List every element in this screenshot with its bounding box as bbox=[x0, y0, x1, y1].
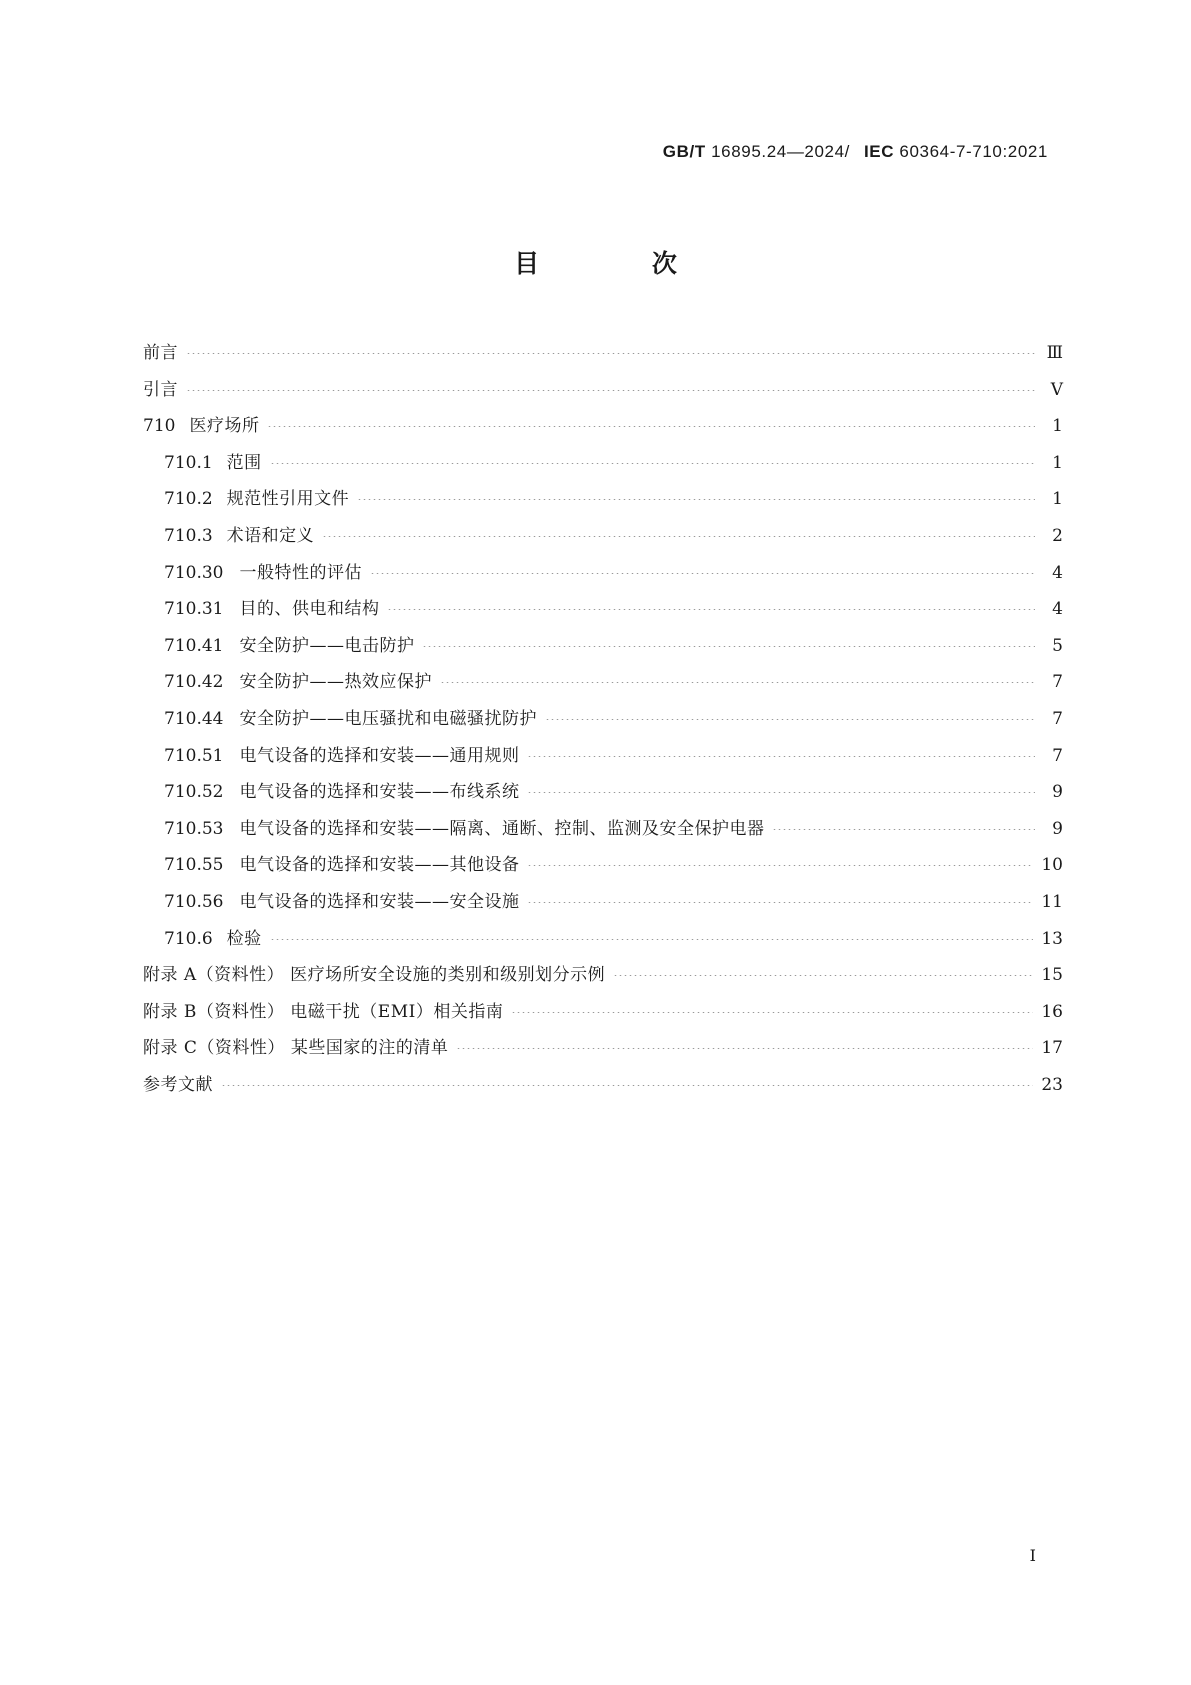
toc-page: 11 bbox=[1041, 891, 1063, 912]
toc-page: 4 bbox=[1052, 562, 1063, 583]
toc-label: 前言 bbox=[143, 343, 178, 363]
toc-entry-710-3[interactable] bbox=[143, 521, 1063, 558]
page-number: I bbox=[1029, 1546, 1036, 1565]
toc-entry-bibliography[interactable] bbox=[143, 1070, 1063, 1107]
toc-leader bbox=[456, 1048, 1033, 1049]
toc-label: 范围 bbox=[226, 452, 262, 473]
toc-page: 10 bbox=[1041, 855, 1063, 876]
toc-page: 1 bbox=[1052, 416, 1063, 437]
toc-label: 术语和定义 bbox=[226, 525, 315, 546]
toc-leader bbox=[186, 390, 1035, 391]
toc-entry-710-44[interactable] bbox=[143, 704, 1063, 741]
toc-number: 710.31 bbox=[164, 599, 224, 620]
toc-page: 9 bbox=[1052, 782, 1063, 803]
toc-entry-710-52[interactable] bbox=[143, 777, 1063, 814]
toc-leader bbox=[357, 499, 1035, 500]
toc-number: 710.56 bbox=[164, 891, 224, 912]
toc-page: 7 bbox=[1052, 672, 1063, 693]
toc-entry-710-30[interactable] bbox=[143, 558, 1063, 595]
toc-label: 电气设备的选择和安装——隔离、通断、控制、监测及安全保护电器 bbox=[239, 818, 765, 839]
toc-label: 目的、供电和结构 bbox=[239, 599, 380, 620]
toc-leader bbox=[422, 646, 1035, 647]
toc-label: 检验 bbox=[226, 928, 262, 949]
toc-page: Ⅴ bbox=[1050, 379, 1063, 400]
toc-entry-710-51[interactable] bbox=[143, 741, 1063, 778]
toc-leader bbox=[270, 463, 1035, 464]
toc-page: 13 bbox=[1041, 928, 1063, 949]
toc-leader bbox=[545, 719, 1035, 720]
toc-page: 4 bbox=[1052, 599, 1063, 620]
toc-leader bbox=[772, 829, 1035, 830]
toc-label: 附录 C（资料性） 某些国家的注的清单 bbox=[143, 1038, 449, 1059]
toc-entry-annex-c[interactable] bbox=[143, 1033, 1063, 1070]
toc-label: 电气设备的选择和安装——安全设施 bbox=[239, 891, 520, 912]
std-prefix: GB/T bbox=[662, 142, 706, 161]
toc-label: 规范性引用文件 bbox=[226, 489, 350, 510]
toc-page: 16 bbox=[1041, 1001, 1063, 1022]
toc-page: 9 bbox=[1052, 818, 1063, 839]
toc-page: 2 bbox=[1052, 525, 1063, 546]
toc-label: 一般特性的评估 bbox=[239, 562, 362, 583]
toc-leader bbox=[613, 975, 1033, 976]
toc-label: 电气设备的选择和安装——布线系统 bbox=[239, 782, 520, 803]
iec-prefix: IEC bbox=[863, 142, 895, 161]
toc-entry-annex-a[interactable] bbox=[143, 960, 1063, 997]
toc-label: 附录 B（资料性） 电磁干扰（EMI）相关指南 bbox=[143, 1001, 504, 1022]
toc-page: 1 bbox=[1052, 452, 1063, 473]
toc-label: 安全防护——电压骚扰和电磁骚扰防护 bbox=[239, 708, 537, 729]
toc-label: 附录 A（资料性） 医疗场所安全设施的类别和级别划分示例 bbox=[143, 965, 606, 986]
toc-label: 引言 bbox=[143, 379, 178, 400]
toc-page: 1 bbox=[1052, 489, 1063, 510]
toc-page: 15 bbox=[1041, 965, 1063, 986]
std-number: 16895.24—2024/ bbox=[705, 142, 850, 161]
toc-label: 医疗场所 bbox=[189, 416, 260, 437]
toc-leader bbox=[221, 1085, 1033, 1086]
toc-leader bbox=[267, 426, 1035, 427]
toc-leader bbox=[186, 353, 1035, 354]
toc-label: 安全防护——电击防护 bbox=[239, 635, 415, 656]
toc-label: 电气设备的选择和安装——通用规则 bbox=[239, 745, 520, 766]
toc-page: 7 bbox=[1052, 745, 1063, 766]
toc-entry-annex-b[interactable] bbox=[143, 997, 1063, 1034]
toc-number: 710.51 bbox=[164, 745, 224, 766]
toc-number: 710.44 bbox=[164, 708, 224, 729]
toc-label: 参考文献 bbox=[143, 1074, 213, 1095]
toc-entry-710-1[interactable] bbox=[143, 448, 1063, 485]
toc-page: 7 bbox=[1052, 708, 1063, 729]
page-title: 目 次 bbox=[514, 249, 729, 278]
standard-code bbox=[663, 142, 1062, 162]
toc-label: 安全防护——热效应保护 bbox=[239, 672, 432, 693]
toc-number: 710.55 bbox=[164, 855, 224, 876]
toc-leader bbox=[511, 1012, 1033, 1013]
toc-entry-foreword[interactable] bbox=[143, 338, 1063, 375]
toc-leader bbox=[270, 939, 1034, 940]
toc-number: 710.41 bbox=[164, 635, 224, 656]
toc-page: 5 bbox=[1052, 635, 1063, 656]
toc-number: 710 bbox=[143, 416, 176, 437]
toc-number: 710.53 bbox=[164, 818, 224, 839]
toc-entry-710-31[interactable] bbox=[143, 594, 1063, 631]
toc-number: 710.42 bbox=[164, 672, 224, 693]
toc-leader bbox=[370, 573, 1035, 574]
toc-number: 710.3 bbox=[164, 525, 213, 546]
toc-number: 710.30 bbox=[164, 562, 224, 583]
toc-page: 23 bbox=[1041, 1074, 1063, 1095]
toc-page: Ⅲ bbox=[1046, 343, 1063, 363]
toc-number: 710.6 bbox=[164, 928, 213, 949]
toc-page: 17 bbox=[1041, 1038, 1063, 1059]
toc-entry-710-55[interactable] bbox=[143, 850, 1063, 887]
toc-label: 电气设备的选择和安装——其他设备 bbox=[239, 855, 520, 876]
toc-leader bbox=[387, 609, 1035, 610]
toc-leader bbox=[527, 792, 1035, 793]
toc-leader bbox=[527, 865, 1033, 866]
toc-entry-710-56[interactable] bbox=[143, 887, 1063, 924]
toc-number: 710.52 bbox=[164, 782, 224, 803]
toc-entry-710-2[interactable] bbox=[143, 484, 1063, 521]
toc-entry-710-41[interactable] bbox=[143, 631, 1063, 668]
toc-entry-710-53[interactable] bbox=[143, 814, 1063, 851]
toc-number: 710.1 bbox=[164, 452, 213, 473]
toc-leader bbox=[527, 756, 1035, 757]
toc-entry-710-6[interactable] bbox=[143, 924, 1063, 961]
toc-entry-introduction[interactable] bbox=[143, 375, 1063, 412]
toc-entry-710-42[interactable] bbox=[143, 667, 1063, 704]
toc-leader bbox=[440, 682, 1035, 683]
toc-entry-710[interactable] bbox=[143, 411, 1063, 448]
toc-leader bbox=[527, 902, 1033, 903]
toc-number: 710.2 bbox=[164, 489, 213, 510]
toc-leader bbox=[322, 536, 1035, 537]
iec-number: 60364-7-710:2021 bbox=[894, 142, 1048, 161]
table-of-contents bbox=[143, 338, 1063, 1106]
